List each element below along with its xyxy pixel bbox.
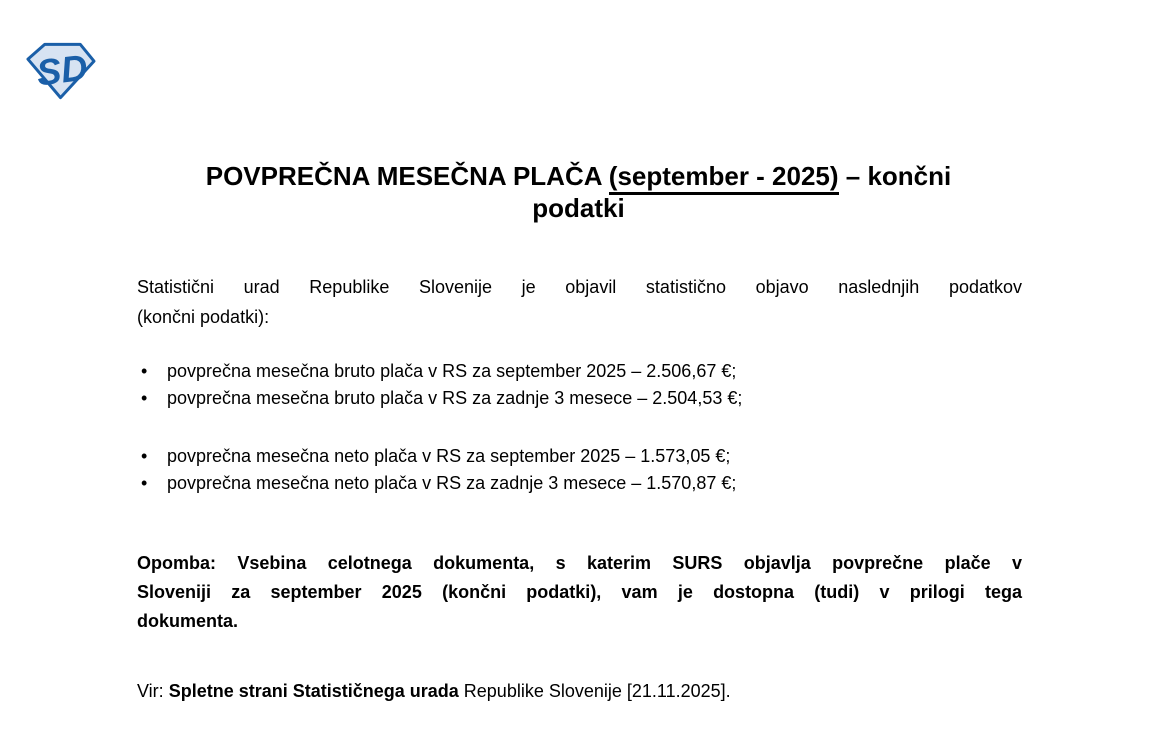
text-line: (končni podatki): [137,307,270,327]
bullet-icon: • [141,388,148,408]
text-line: dokumenta. [137,611,239,631]
list-item-text: povprečna mesečna neto plača v RS za september 2025 – 1.573,05 €; [167,446,731,466]
sd-party-logo-icon [24,40,98,102]
source-line [137,678,1022,705]
list-item [137,470,1022,497]
intro-paragraph [137,272,1022,332]
text-line: Opomba: Vsebina celotnega dokumenta, s katerim SURS objavlja povprečne plače v [137,553,1022,573]
list-item-text: povprečna mesečna neto plača v RS za zadnje 3 mesece – 1.570,87 €; [167,473,737,493]
page-title [0,160,1157,224]
text-line: Statistični urad Republike Slovenije je objavil statistično objavo naslednjih podatkov [137,277,1022,297]
page-title-text [164,160,994,224]
title-prefix: POVPREČNA MESEČNA PLAČA [205,161,609,191]
bullet-icon: • [141,446,148,466]
source-suffix: Republike Slovenije [21.11.2025]. [458,681,731,701]
note-paragraph [137,549,1022,636]
list-item [137,385,1022,412]
source-prefix: Vir: [137,681,169,701]
title-underlined-period: (september - 2025) [609,161,839,195]
bullet-icon: • [141,361,148,381]
source-bold-text: Spletne strani Statističnega urada [168,681,459,701]
logo-letters: SD [34,46,90,94]
list-item-text: povprečna mesečna bruto plača v RS za zadnje 3 mesece – 2.504,53 €; [167,388,743,408]
bullet-icon: • [141,473,148,493]
list-item [137,443,1022,470]
bullet-list-bruto [137,358,1022,412]
list-item-text: povprečna mesečna bruto plača v RS za september 2025 – 2.506,67 €; [167,361,737,381]
bullet-list-neto [137,443,1022,497]
title-suffix: – končni podatki [532,161,952,223]
text-line: Sloveniji za september 2025 (končni podatki), vam je dostopna (tudi) v prilogi tega [137,582,1022,602]
list-item [137,358,1022,385]
